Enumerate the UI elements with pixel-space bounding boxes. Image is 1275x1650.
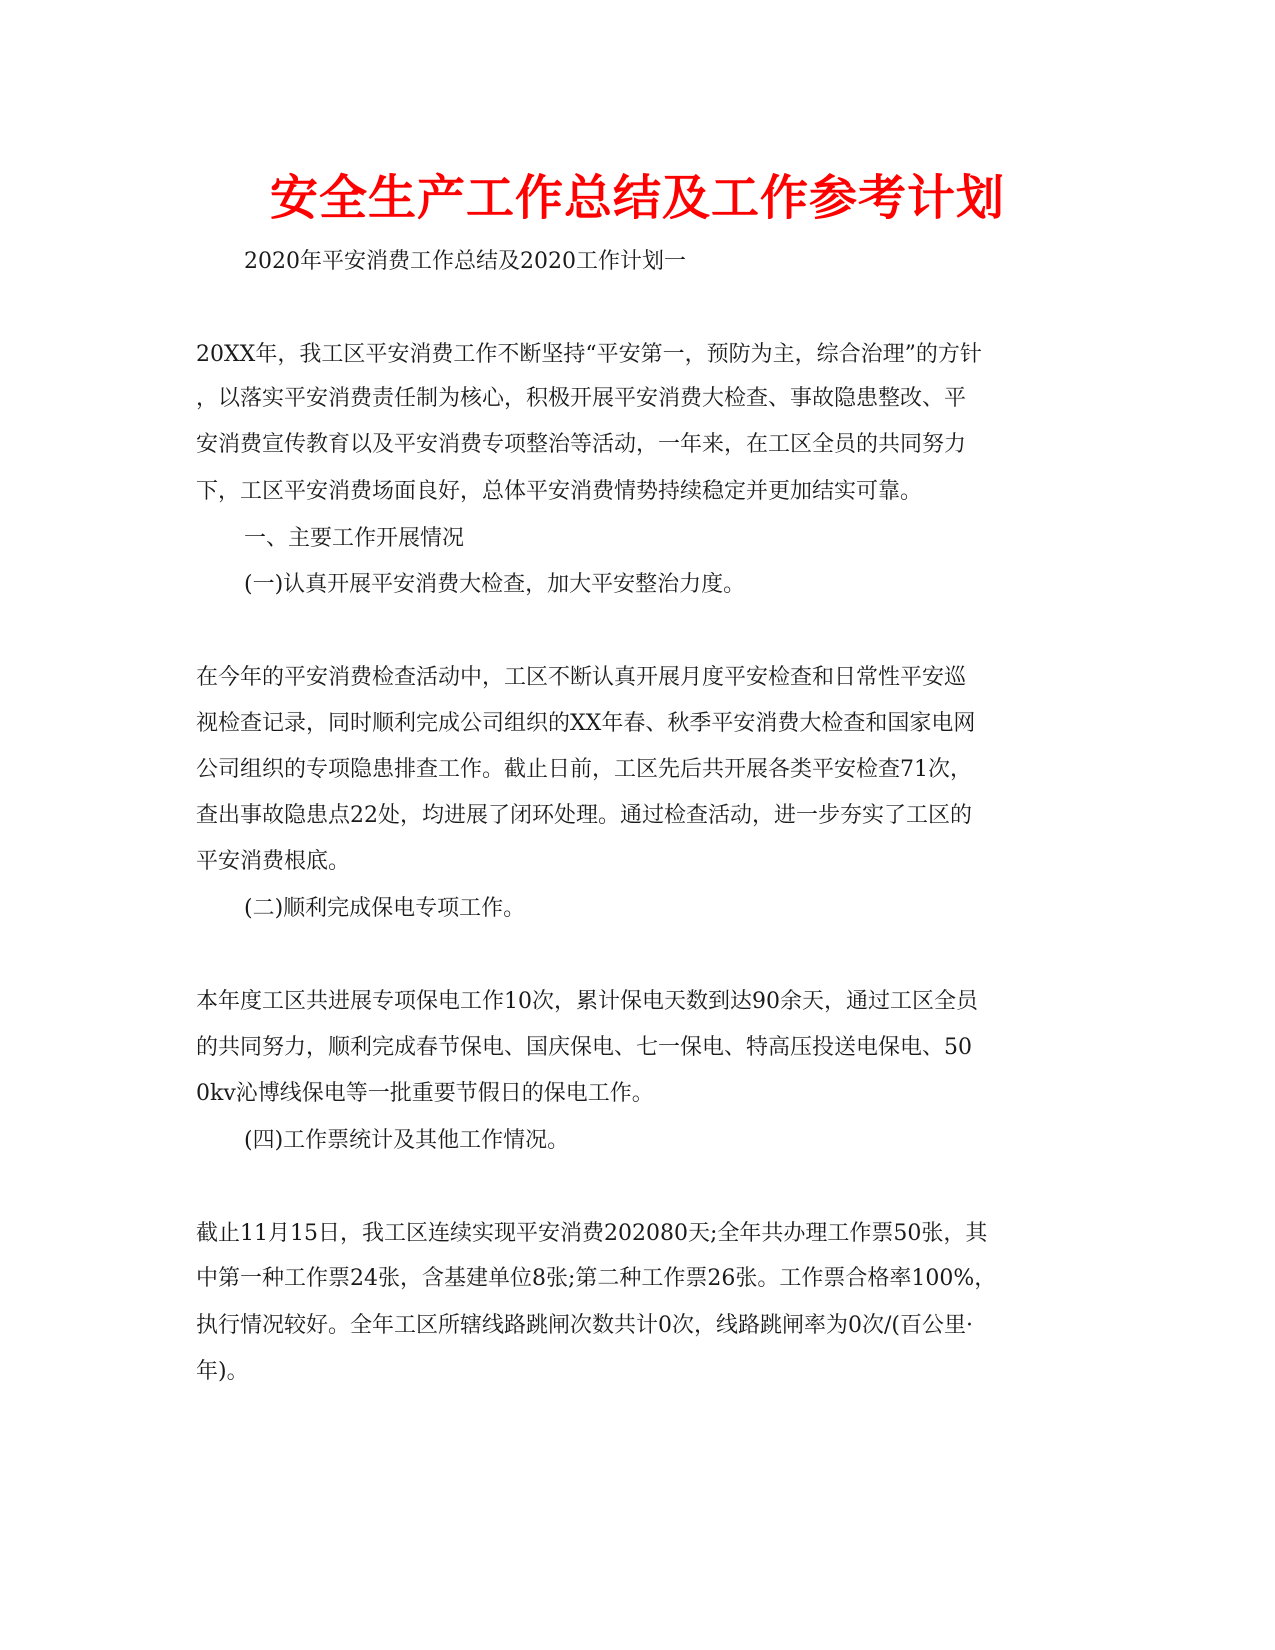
paragraph-line: 年)。: [196, 1359, 249, 1384]
paragraph-line: 下，工区平安消费场面良好，总体平安消费情势持续稳定并更加结实可靠。: [196, 479, 923, 504]
document-title: 安全生产工作总结及工作参考计划: [269, 170, 1005, 226]
paragraph-line: 在今年的平安消费检查活动中，工区不断认真开展月度平安检查和日常性平安巡: [196, 665, 967, 690]
paragraph-line: 截止11月15日，我工区连续实现平安消费202080天;全年共办理工作票50张，其: [196, 1221, 988, 1246]
document-subtitle: 2020年平安消费工作总结及2020工作计划一: [244, 249, 686, 274]
paragraph-line: 平安消费根底。: [196, 849, 351, 874]
section-heading: 一、主要工作开展情况: [244, 526, 465, 551]
subsection-heading: (一)认真开展平安消费大检查，加大平安整治力度。: [244, 572, 746, 597]
paragraph-line: 0kv沁博线保电等一批重要节假日的保电工作。: [196, 1081, 654, 1106]
paragraph-line: ，以落实平安消费责任制为核心，积极开展平安消费大检查、事故隐患整改、平: [196, 386, 967, 411]
paragraph-line: 本年度工区共进展专项保电工作10次，累计保电天数到达90余天，通过工区全员: [196, 989, 978, 1014]
paragraph-line: 执行情况较好。全年工区所辖线路跳闸次数共计0次，线路跳闸率为0次/(百公里·: [196, 1313, 973, 1338]
paragraph-line: 查出事故隐患点22处，均进展了闭环处理。通过检查活动，进一步夯实了工区的: [196, 803, 972, 828]
paragraph-line: 中第一种工作票24张，含基建单位8张;第二种工作票26张。工作票合格率100%，: [196, 1266, 997, 1291]
paragraph-line: 安消费宣传教育以及平安消费专项整治等活动，一年来，在工区全员的共同努力: [196, 432, 967, 457]
subsection-heading: (四)工作票统计及其他工作情况。: [244, 1128, 570, 1153]
paragraph-line: 20XX年，我工区平安消费工作不断坚持“平安第一，预防为主，综合治理”的方针: [196, 342, 982, 367]
paragraph-line: 视检查记录，同时顺利完成公司组织的XX年春、秋季平安消费大检查和国家电网: [196, 711, 976, 736]
paragraph-line: 公司组织的专项隐患排查工作。截止日前，工区先后共开展各类平安检查71次，: [196, 757, 972, 782]
subsection-heading: (二)顺利完成保电专项工作。: [244, 896, 526, 921]
paragraph-line: 的共同努力，顺利完成春节保电、国庆保电、七一保电、特高压投送电保电、50: [196, 1035, 972, 1060]
